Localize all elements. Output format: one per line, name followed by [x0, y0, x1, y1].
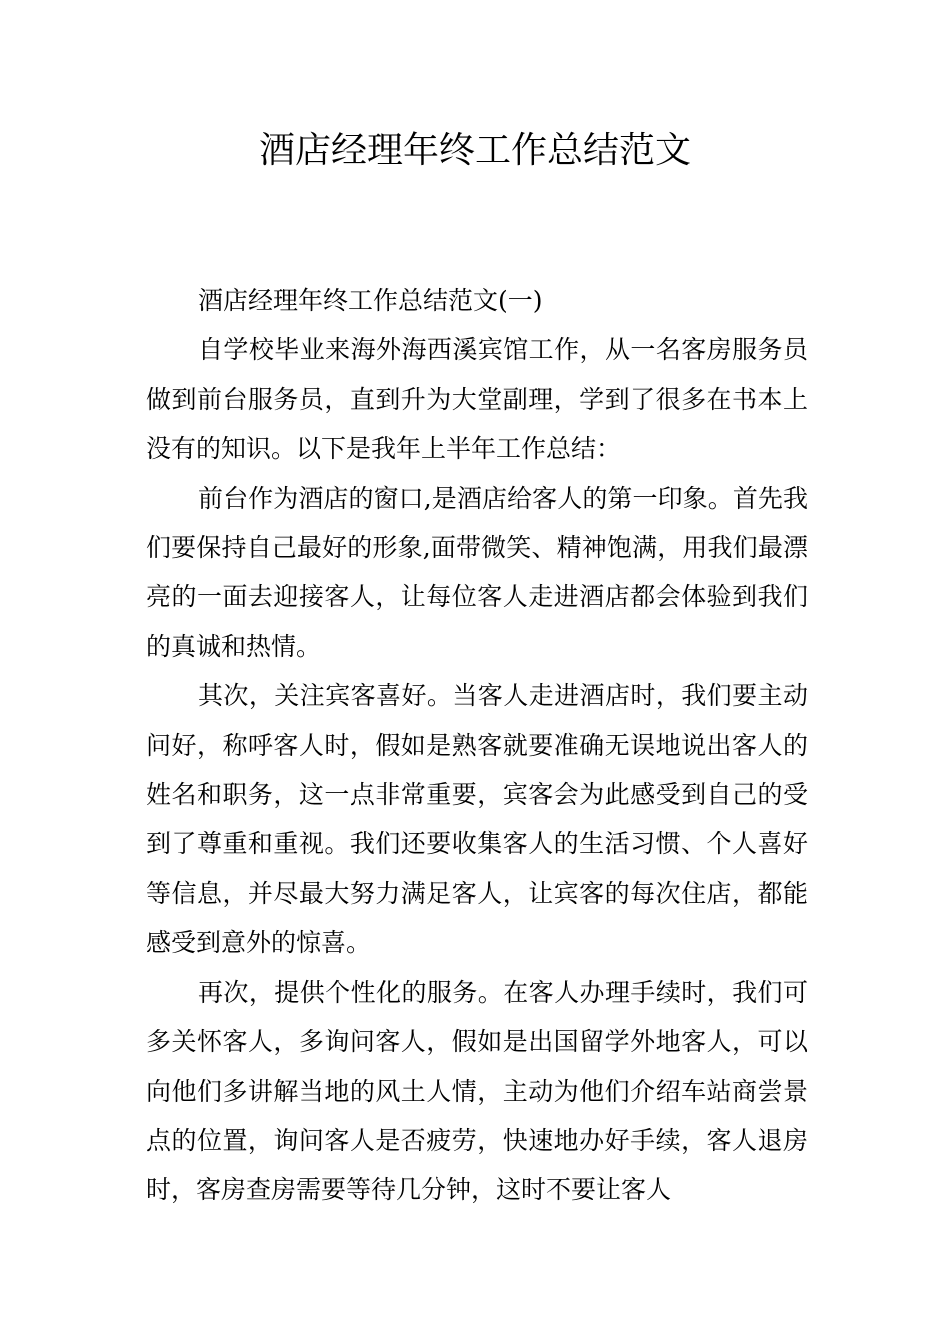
- paragraph-3: 其次，关注宾客喜好。当客人走进酒店时，我们要主动问好，称呼客人时，假如是熟客就要准确无误地说出客人的姓名和职务，这一点非常重要，宾客会为此感受到自己的受到了尊重和重视。我们还要收集客人的生活习惯、个人喜好等信息，并尽最大努力满足客人，让宾客的每次住店，都能感受到意外的惊喜。: [146, 681, 808, 958]
- document-body: [146, 276, 808, 1215]
- document-title: 酒店经理年终工作总结范文: [258, 130, 691, 171]
- paragraph-4: 再次，提供个性化的服务。在客人办理手续时，我们可多关怀客人，多询问客人，假如是出国留学外地客人，可以向他们多讲解当地的风土人情，主动为他们介绍车站商尝景点的位置，询问客人是否疲劳，快速地办好手续，客人退房时，客房查房需要等待几分钟，这时不要让客人: [146, 977, 808, 1205]
- section-heading: 酒店经理年终工作总结范文(一): [198, 286, 543, 315]
- paragraph-2: 前台作为酒店的窗口,是酒店给客人的第一印象。首先我们要保持自己最好的形象,面带微笑、精神饱满，用我们最漂亮的一面去迎接客人，让每位客人走进酒店都会体验到我们的真诚和热情。: [146, 483, 808, 661]
- paragraph-1: 自学校毕业来海外海西溪宾馆工作，从一名客房服务员做到前台服务员，直到升为大堂副理，学到了很多在书本上没有的知识。以下是我年上半年工作总结：: [146, 335, 808, 464]
